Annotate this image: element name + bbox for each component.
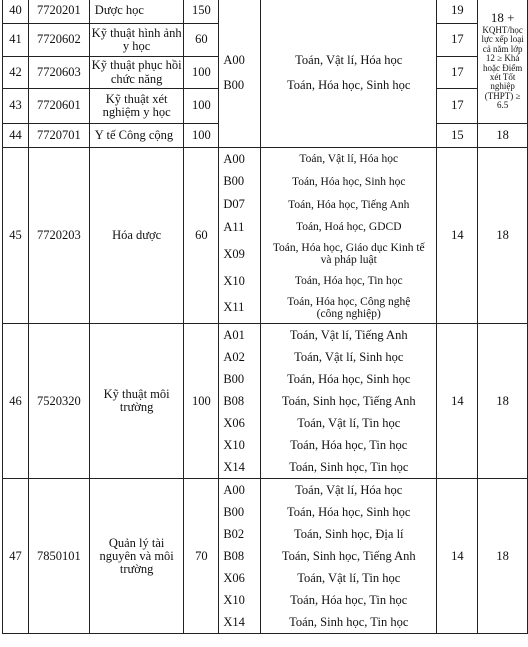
- min-score: 14: [437, 324, 478, 479]
- combination-code: A00: [223, 53, 245, 68]
- subject-combinations: [261, 148, 437, 324]
- subject-combination: Toán, Sinh học, Tin học: [289, 459, 409, 474]
- subject-combination: Toán, Sinh học, Tiếng Anh: [281, 393, 416, 408]
- combination-codes: [219, 0, 261, 148]
- quota: 100: [184, 124, 219, 148]
- row-number: 43: [3, 89, 29, 124]
- row-number: 45: [3, 148, 29, 324]
- combination-codes: [219, 148, 261, 324]
- note-main: 18 +: [490, 10, 515, 26]
- min-score-secondary: 18: [478, 124, 528, 148]
- combination-code: X14: [223, 614, 245, 629]
- row-number: 44: [3, 124, 29, 148]
- min-score: 15: [437, 124, 478, 148]
- subject-combination: Toán, Hóa học, Sinh học: [291, 176, 406, 188]
- subject-combination: Toán, Hóa học, Công nghệ (công nghiệp): [287, 295, 411, 320]
- major-name: Kỹ thuật môi trường: [89, 324, 184, 479]
- min-score: 17: [437, 57, 478, 89]
- min-score-secondary: 18: [478, 479, 528, 634]
- combination-code: B00: [223, 77, 245, 92]
- subject-combination: Toán, Hóa học, Tin học: [290, 592, 408, 607]
- quota: 150: [184, 0, 219, 24]
- combination-code: B08: [223, 548, 245, 563]
- combination-code: X10: [223, 592, 245, 607]
- row-number: 47: [3, 479, 29, 634]
- subject-combination: Toán, Vật lí, Tin học: [297, 415, 401, 430]
- subject-combination: Toán, Vật lí, Sinh học: [294, 349, 404, 364]
- subject-combination: Toán, Vật lí, Tiếng Anh: [289, 327, 408, 342]
- combination-code: B00: [223, 174, 245, 189]
- combination-code: A00: [223, 482, 245, 497]
- combination-codes: [219, 324, 261, 479]
- subject-combinations: [261, 479, 437, 634]
- quota: 100: [184, 57, 219, 89]
- major-name: Hóa dược: [89, 148, 184, 324]
- note-detail: KQHT/học lực xếp loại cả năm lớp 12 ≥ Khá hoặc Điểm xét Tốt nghiệp (THPT) ≥ 6.5: [481, 24, 524, 111]
- major-name: Dược học: [89, 0, 184, 24]
- admission-table: [2, 0, 528, 634]
- quota: 100: [184, 324, 219, 479]
- major-code: 7720203: [29, 148, 90, 324]
- table-row: [3, 324, 528, 479]
- combination-codes: [219, 479, 261, 634]
- combination-code: X14: [223, 459, 245, 474]
- major-code: 7520320: [29, 324, 90, 479]
- subject-combinations: [261, 0, 437, 148]
- quota: 60: [184, 24, 219, 57]
- quota: 60: [184, 148, 219, 324]
- min-score: 14: [437, 479, 478, 634]
- min-score: 17: [437, 89, 478, 124]
- subject-combination: Toán, Hóa học, Sinh học: [287, 504, 411, 519]
- combination-code: X10: [223, 437, 245, 452]
- combination-code: X11: [223, 300, 245, 315]
- table-row: [3, 0, 528, 24]
- major-name: Y tế Công cộng: [89, 124, 184, 148]
- subject-combination: Toán, Hóa học, Giáo dục Kinh tế và pháp luật: [272, 242, 425, 267]
- subject-combination: Toán, Vật lí, Hóa học: [295, 53, 403, 68]
- combination-code: B00: [223, 371, 245, 386]
- subject-combination: Toán, Sinh học, Địa lí: [293, 526, 404, 541]
- major-code: 7720603: [29, 57, 90, 89]
- row-number: 41: [3, 24, 29, 57]
- row-number: 46: [3, 324, 29, 479]
- major-name: Quản lý tài nguyên và môi trường: [89, 479, 184, 634]
- subject-combination: Toán, Vật lí, Hóa học: [299, 153, 399, 166]
- subject-combination: Toán, Sinh học, Tiếng Anh: [281, 548, 416, 563]
- combination-code: D07: [223, 197, 245, 212]
- combination-code: B08: [223, 393, 245, 408]
- major-code: 7720602: [29, 24, 90, 57]
- subject-combination: Toán, Vật lí, Hóa học: [295, 482, 403, 497]
- row-number: 42: [3, 57, 29, 89]
- major-name: Kỹ thuật hình ảnh y học: [89, 24, 184, 57]
- combination-code: A00: [223, 151, 245, 166]
- min-score: 19: [437, 0, 478, 24]
- major-code: 7850101: [29, 479, 90, 634]
- major-code: 7720701: [29, 124, 90, 148]
- min-score: 14: [437, 148, 478, 324]
- subject-combination: Toán, Hóa học, Tin học: [290, 437, 408, 452]
- quota: 70: [184, 479, 219, 634]
- major-code: 7720201: [29, 0, 90, 24]
- subject-combination: Toán, Hoá học, GDCD: [295, 221, 402, 234]
- combination-code: B02: [223, 526, 245, 541]
- combination-code: A01: [223, 327, 245, 342]
- combination-code: X06: [223, 415, 245, 430]
- combination-code: B00: [223, 504, 245, 519]
- combination-code: X09: [223, 246, 245, 261]
- major-code: 7720601: [29, 89, 90, 124]
- combination-code: A11: [223, 219, 245, 234]
- major-name: Kỹ thuật xét nghiệm y học: [89, 89, 184, 124]
- table-row: [3, 479, 528, 634]
- subject-combination: Toán, Vật lí, Tin học: [297, 570, 401, 585]
- combination-code: X10: [223, 273, 245, 288]
- row-number: 40: [3, 0, 29, 24]
- subject-combination: Toán, Hóa học, Sinh học: [287, 371, 411, 386]
- quota: 100: [184, 89, 219, 124]
- subject-combination: Toán, Hóa học, Tiếng Anh: [288, 198, 410, 211]
- combination-code: X06: [223, 570, 245, 585]
- conditions-note: [478, 0, 528, 124]
- min-score-secondary: 18: [478, 324, 528, 479]
- major-name: Kỹ thuật phục hồi chức năng: [89, 57, 184, 89]
- subject-combination: Toán, Hóa học, Sinh học: [287, 77, 411, 92]
- subject-combination: Toán, Sinh học, Tin học: [289, 614, 409, 629]
- subject-combination: Toán, Hóa học, Tin học: [294, 275, 403, 288]
- combination-code: A02: [223, 349, 245, 364]
- subject-combinations: [261, 324, 437, 479]
- min-score-secondary: 18: [478, 148, 528, 324]
- table-row: [3, 148, 528, 324]
- min-score: 17: [437, 24, 478, 57]
